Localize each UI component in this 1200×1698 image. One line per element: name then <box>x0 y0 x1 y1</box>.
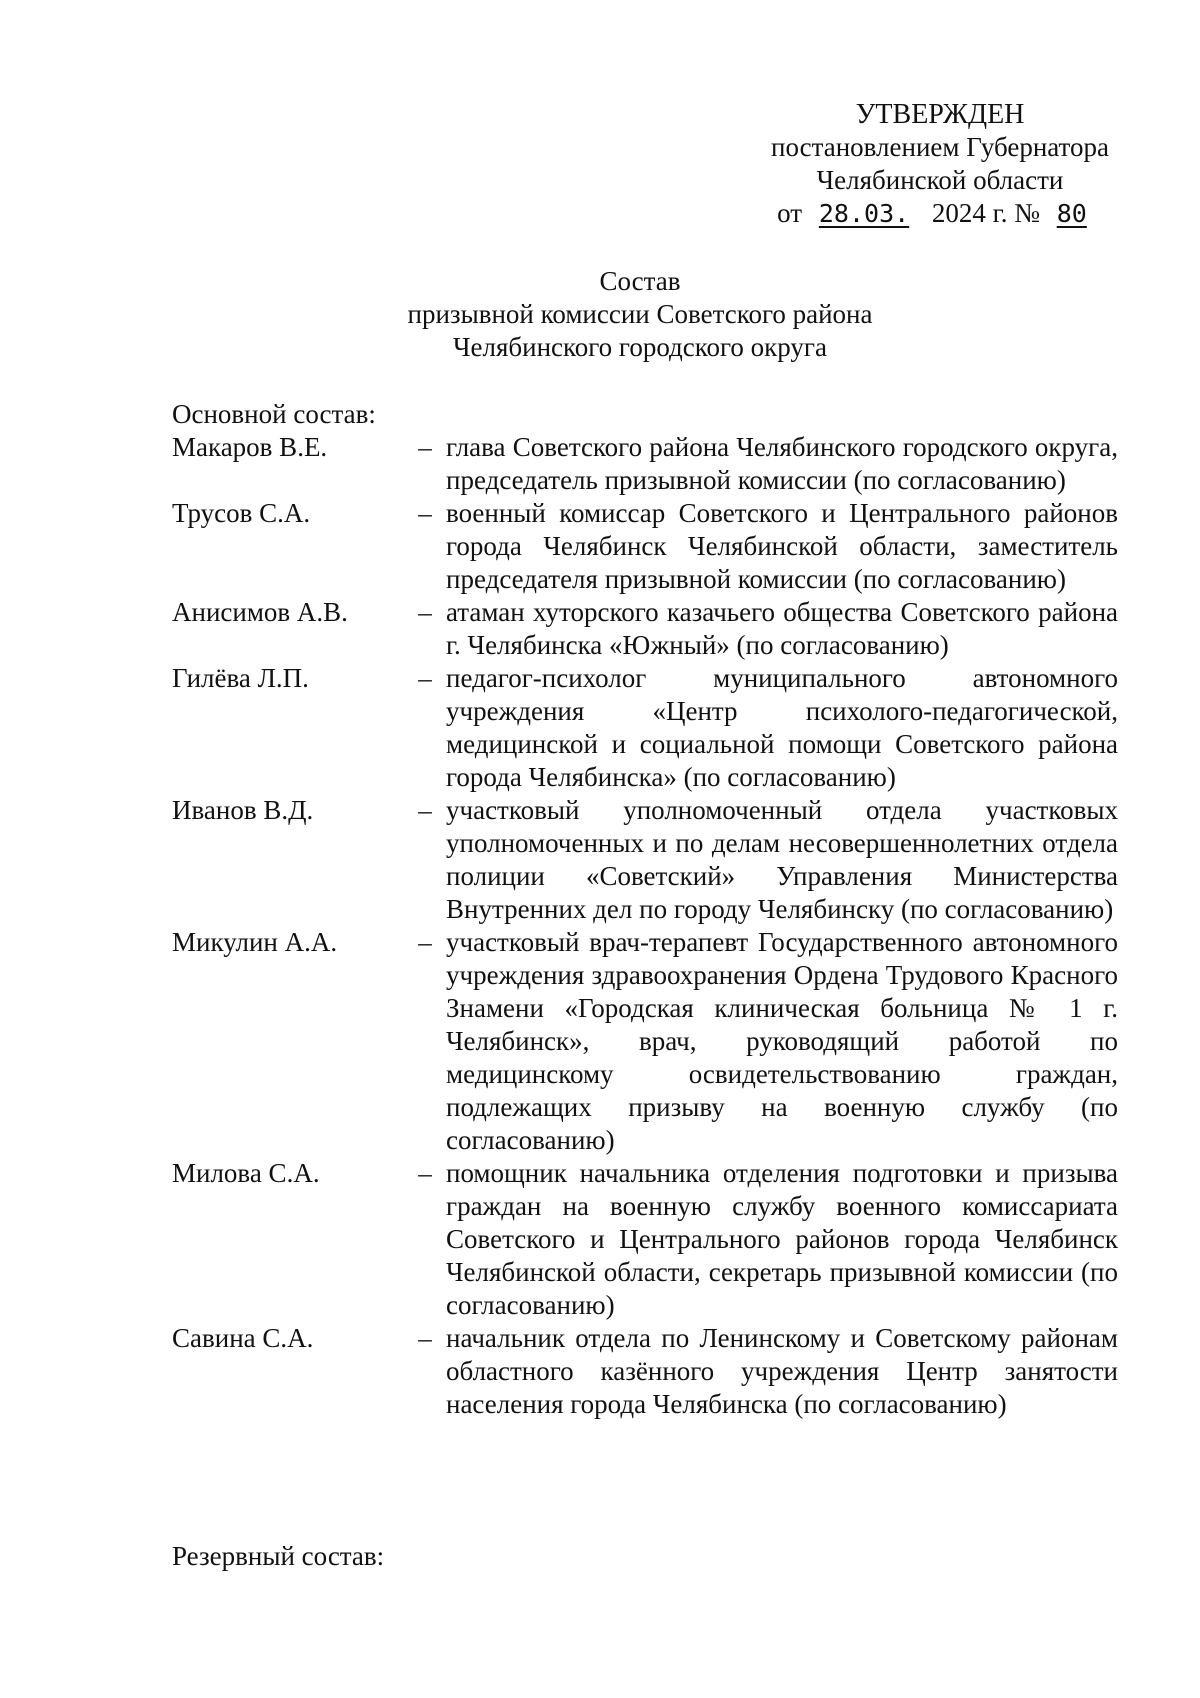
decree-date-number-line <box>740 197 1140 230</box>
member-name: Савина С.А. <box>172 1323 314 1353</box>
main-composition-heading: Основной состав: <box>172 399 376 429</box>
member-position: начальник отдела по Ленинскому и Советскому районам областного казённого учреждения Центр занятости населения города Челябинска (по согласованию) <box>446 1323 1118 1419</box>
member-position: глава Советского района Челябинского городского округа, председатель призывной комиссии (по согласованию) <box>446 432 1118 495</box>
member-name: Милова С.А. <box>172 1158 320 1188</box>
member-dash: – <box>418 663 432 693</box>
member-name: Анисимов А.В. <box>172 597 348 627</box>
title-line-1: Состав <box>599 266 681 296</box>
approval-block <box>740 98 1140 230</box>
member-row <box>172 1157 1118 1322</box>
member-name: Макаров В.Е. <box>172 432 328 462</box>
member-dash: – <box>418 597 432 627</box>
member-row <box>172 497 1118 596</box>
member-position: военный комиссар Советского и Центрального районов города Челябинск Челябинской области, заместитель председателя призывной комиссии (по согласованию) <box>446 498 1118 594</box>
member-position: помощник начальника отделения подготовки и призыва граждан на военную службу военного комиссариата Советского и Центрального районов города Челябинск Челябинской области, секретарь призывной комиссии (по согласованию) <box>446 1158 1118 1320</box>
approved-label: УТВЕРЖДЕН <box>855 99 1025 130</box>
member-row <box>172 1322 1118 1421</box>
decree-number: 80 <box>1056 199 1087 228</box>
title-line-3: Челябинского городского округа <box>452 332 827 362</box>
member-dash: – <box>418 432 432 462</box>
decree-date: 28.03. <box>818 199 910 228</box>
member-dash: – <box>418 1323 432 1353</box>
member-position: атаман хуторского казачьего общества Советского района г. Челябинска «Южный» (по согласованию) <box>446 597 1118 660</box>
member-position: участковый уполномоченный отдела участковых уполномоченных и по делам несовершеннолетних отдела полиции «Советский» Управления Министерства Внутренних дел по городу Челябинску (по согласованию) <box>446 795 1118 924</box>
member-row <box>172 794 1118 926</box>
from-label: от <box>777 198 803 228</box>
member-name: Гилёва Л.П. <box>172 663 309 693</box>
approval-line-2: Челябинской области <box>816 165 1064 195</box>
members-list <box>172 431 1118 1421</box>
member-dash: – <box>418 795 432 825</box>
member-name: Иванов В.Д. <box>172 795 314 825</box>
member-row <box>172 431 1118 497</box>
member-row <box>172 596 1118 662</box>
member-name: Трусов С.А. <box>172 498 311 528</box>
document-title <box>360 265 920 364</box>
member-row <box>172 926 1118 1157</box>
member-dash: – <box>418 927 432 957</box>
number-label: № <box>1014 198 1040 228</box>
member-row <box>172 662 1118 794</box>
title-line-2: призывной комиссии Советского района <box>407 299 873 329</box>
member-dash: – <box>418 498 432 528</box>
reserve-composition-heading: Резервный состав: <box>172 1541 385 1571</box>
member-dash: – <box>418 1158 432 1188</box>
member-position: участковый врач-терапевт Государственного автономного учреждения здравоохранения Ордена Трудового Красного Знамени «Городская клиническая больница № 1 г. Челябинск», врач, руководящий работой по медицинскому освидетельствованию граждан, подлежащих призыву на военную службу (по согласованию) <box>446 927 1118 1155</box>
member-position: педагог-психолог муниципального автономного учреждения «Центр психолого-педагогической, медицинской и социальной помощи Советского района города Челябинска» (по согласованию) <box>446 663 1118 792</box>
decree-year: 2024 г. <box>931 198 1008 228</box>
approval-line-1: постановлением Губернатора <box>771 132 1109 162</box>
member-name: Микулин А.А. <box>172 927 338 957</box>
